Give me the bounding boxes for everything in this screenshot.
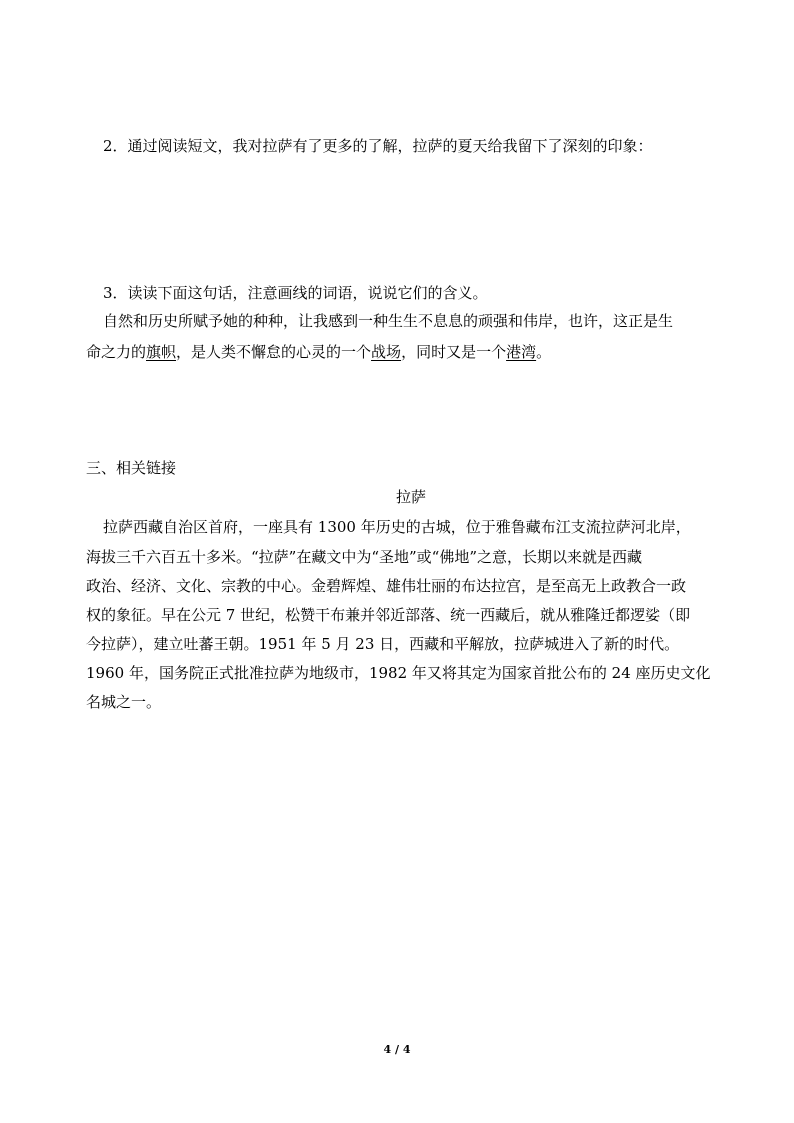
article-title: 拉萨 (396, 488, 427, 506)
question-2: 2．通过阅读短文，我对拉萨有了更多的了解，拉萨的夏天给我留下了深刻的印象： (103, 137, 653, 155)
sentence-text: 。 (536, 343, 552, 361)
article-line: 海拔三千六百五十多米。“拉萨”在藏文中为“圣地”或“佛地”之意，长期以来就是西藏 (86, 548, 643, 566)
article-line: 权的象征。早在公元 7 世纪，松赞干布兼并邻近部落、统一西藏后，就从雅隆迁都逻娑（即 (86, 606, 691, 624)
page-number: 4 / 4 (383, 1043, 411, 1056)
section-heading: 三、相关链接 (86, 459, 177, 477)
underlined-word-harbor: 港湾 (506, 343, 537, 361)
sentence-text: 命之力的 (86, 343, 147, 361)
article-line: 今拉萨），建立吐蕃王朝。1951 年 5 月 23 日，西藏和平解放，拉萨城进入了新的时代。 (86, 635, 680, 653)
article-line: 拉萨西藏自治区首府，一座具有 1300 年历史的古城，位于雅鲁藏布江支流拉萨河北岸， (103, 518, 691, 536)
article-line: 政治、经济、文化、宗教的中心。金碧辉煌、雄伟壮丽的布达拉宫，是至高无上政教合一政 (86, 577, 687, 595)
article-line: 名城之一。 (86, 693, 162, 711)
question-3-sentence-line-1: 自然和历史所赋予她的种种，让我感到一种生生不息息的顽强和伟岸，也许，这正是生 (103, 312, 674, 330)
question-3-prompt: 3．读读下面这句话，注意画线的词语，说说它们的含义。 (103, 284, 488, 302)
underlined-word-banner: 旗帜 (146, 343, 177, 361)
article-line: 1960 年，国务院正式批准拉萨为地级市，1982 年又将其定为国家首批公布的 24 座历史文化 (86, 664, 711, 682)
underlined-word-battlefield: 战场 (371, 343, 402, 361)
question-3-sentence-line-2 (86, 341, 551, 363)
sentence-text: ，是人类不懈怠的心灵的一个 (176, 343, 372, 361)
sentence-text: ，同时又是一个 (401, 343, 507, 361)
